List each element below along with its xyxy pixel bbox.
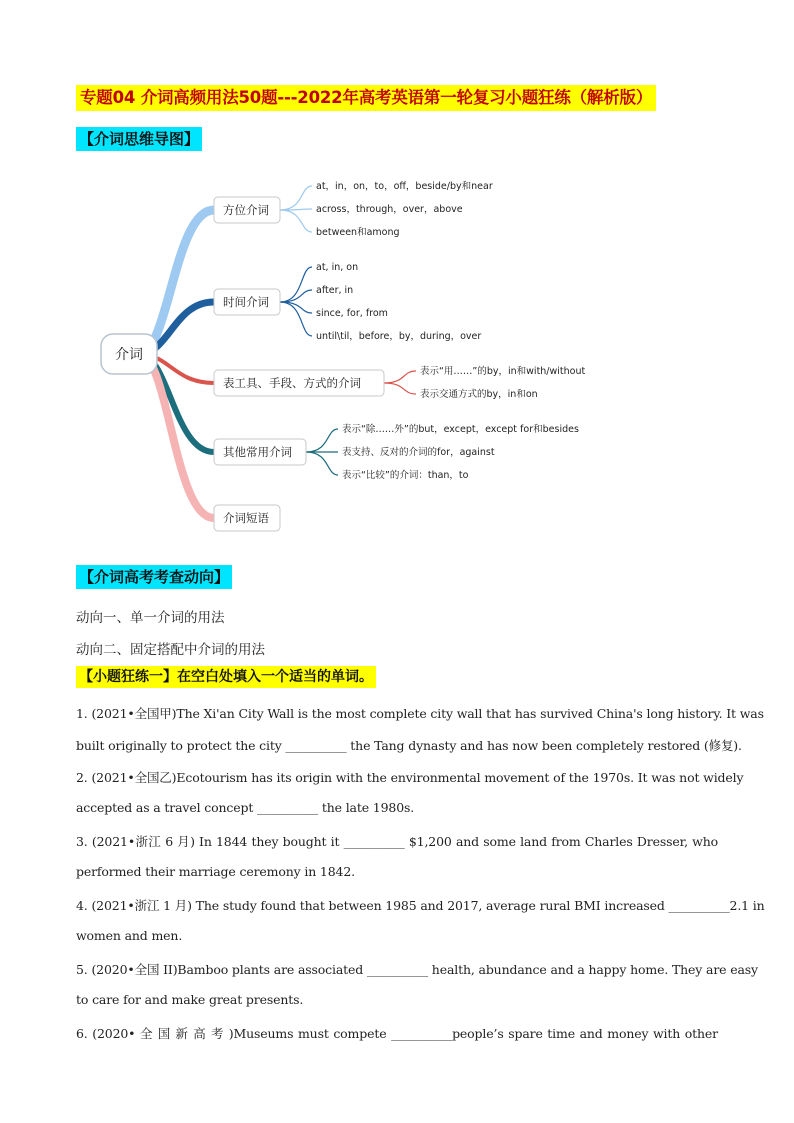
mindmap-leaf-link (280, 210, 312, 232)
mindmap-branch-label: 时间介词 (223, 295, 269, 309)
mindmap-branch-link (139, 354, 214, 518)
mindmap-leaf-label: 表示“比较”的介词：than，to (342, 470, 469, 481)
question-line: to care for and make great presents. (76, 992, 304, 1007)
mindmap-leaf-link (384, 371, 416, 383)
question-line: 6. (2020• 全 国 新 高 考 )Museums must compete __________people’s spare time and money with other (76, 1026, 718, 1041)
mindmap-branch-label: 方位介词 (223, 203, 269, 217)
mindmap-leaf-link (280, 290, 312, 302)
trend-heading: 【介词高考考查动向】 (76, 565, 232, 589)
mindmap-leaf-link (280, 302, 312, 336)
mindmap-leaf-link (306, 452, 338, 475)
mindmap-leaf-label: at，in，on，to，off，beside/by和near (316, 181, 493, 192)
trend-item-2: 动向二、固定搭配中介词的用法 (76, 642, 265, 658)
drill-heading: 【小题狂练一】在空白处填入一个适当的单词。 (76, 666, 376, 688)
mindmap-leaf-label: 表示“除……外”的but，except，except for和besides (342, 424, 579, 435)
mindmap-leaf-label: after, in (316, 285, 354, 296)
mindmap-leaf-link (384, 383, 416, 394)
mindmap-leaf-link (306, 429, 338, 452)
mindmap-leaf-label: 表示“用……”的by，in和with/without (420, 366, 586, 377)
mindmap-heading: 【介词思维导图】 (76, 127, 202, 151)
question-line: 5. (2020•全国 II)Bamboo plants are associated __________ health, abundance and a happy home. They are easy (76, 962, 758, 977)
question-line: performed their marriage ceremony in 1842. (76, 864, 355, 879)
question-line: accepted as a travel concept __________ the late 1980s. (76, 800, 415, 815)
mindmap-leaf-link (280, 186, 312, 210)
mindmap-leaf-label: until\til，before，by，during，over (316, 331, 482, 342)
mindmap-branch-label: 表工具、手段、方式的介词 (223, 376, 361, 390)
mindmap-leaf-link (280, 267, 312, 302)
mindmap-branch-label: 其他常用介词 (223, 445, 292, 459)
question-line: 2. (2021•全国乙)Ecotourism has its origin with the environmental movement of the 1970s. It was not widely (76, 770, 744, 785)
page-title: 专题04 介词高频用法50题---2022年高考英语第一轮复习小题狂练（解析版） (76, 85, 656, 111)
mindmap-leaf-label: across，through，over，above (316, 204, 463, 215)
mindmap-center-label: 介词 (115, 347, 143, 363)
trend-item-1: 动向一、单一介词的用法 (76, 610, 225, 626)
mindmap-leaf-label: since, for, from (316, 308, 388, 319)
question-line: 4. (2021•浙江 1 月) The study found that between 1985 and 2017, average rural BMI increased __________2.1 in (76, 898, 765, 913)
question-line: 1. (2021•全国甲)The Xi'an City Wall is the most complete city wall that has survived China's long history. It was (76, 706, 764, 721)
mindmap-leaf-label: 表示交通方式的by，in和on (420, 389, 538, 400)
question-line: built originally to protect the city __________ the Tang dynasty and has now been completely restored (修复). (76, 738, 742, 753)
question-line: 3. (2021•浙江 6 月) In 1844 they bought it __________ $1,200 and some land from Charles Dresser, who (76, 834, 718, 849)
mindmap-leaf-label: between和among (316, 227, 400, 238)
mindmap-leaf-label: 表支持、反对的介词的for，against (342, 447, 495, 458)
mindmap-leaf-label: at, in, on (316, 262, 359, 273)
question-line: women and men. (76, 928, 183, 943)
mindmap-branch-label: 介词短语 (223, 511, 269, 525)
mindmap-branch-link (139, 210, 214, 354)
